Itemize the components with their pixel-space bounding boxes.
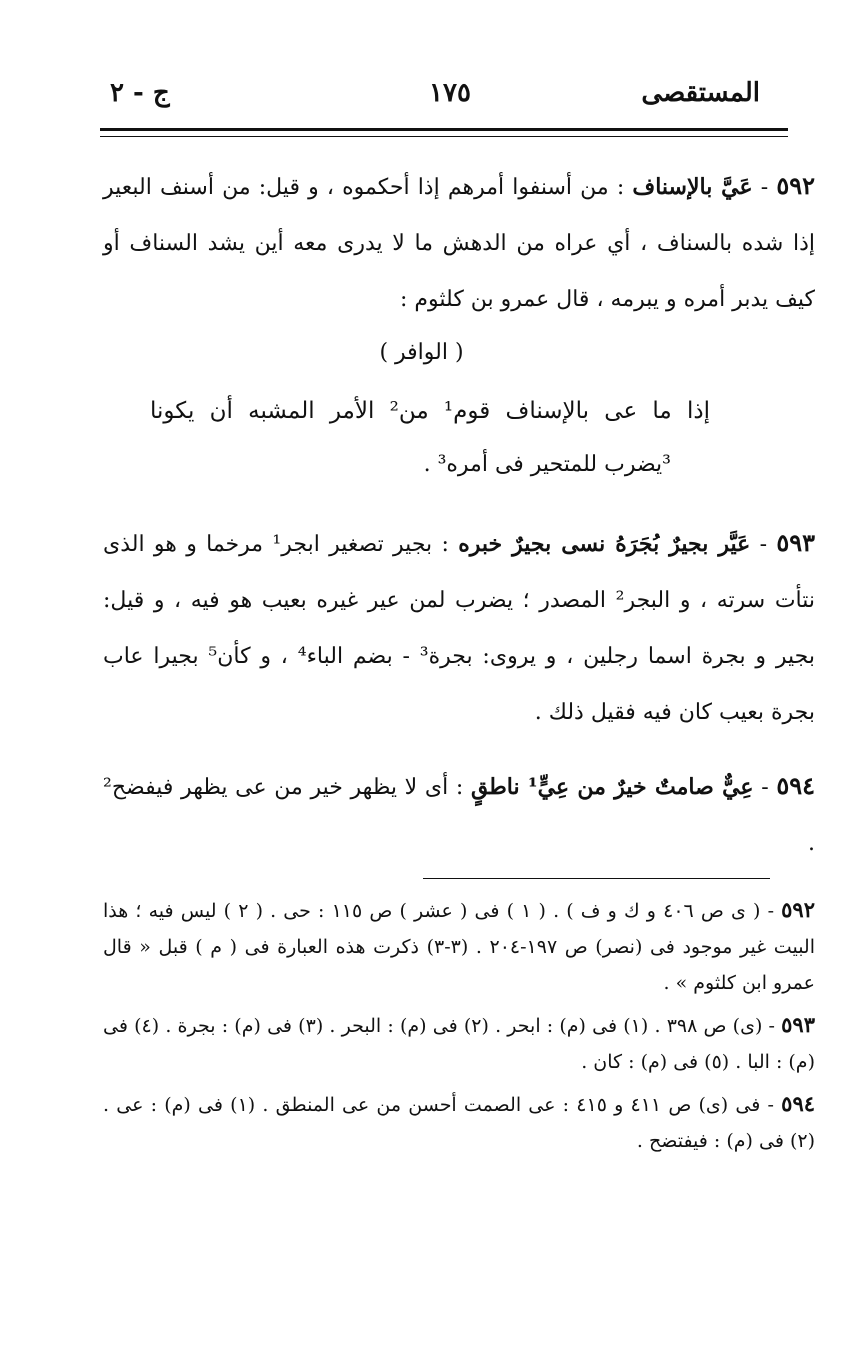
entry-dash: - (753, 775, 769, 800)
proverb-entry (103, 758, 815, 872)
footnote (103, 1007, 815, 1080)
volume-label: ج - ٢ (110, 78, 170, 108)
footnote (103, 1086, 815, 1159)
entry-text: : بجير تصغير ابجر¹ مرخما و هو الذى نتأت سرته ، و البجر² المصدر ؛ يضرب لمن عير غيره بعيب هو فيه ، و قيل: بجير و بجرة اسما رجلين ، و يروى: بجرة³ - بضم الباء⁴ ، و كأن⁵ بجيرا عاب بجرة بعيب كان فيه فقيل ذلك . (103, 532, 815, 725)
footnote-rule (423, 878, 770, 879)
proverb-phrase: عِيٌّ صامتٌ خيرٌ من عِيٍّ¹ ناطقٍ (470, 774, 754, 800)
proverb-usage: ³يضرب للمتحير فى أمره³ . (423, 452, 671, 477)
entry-number: ٥٩٢ (776, 171, 816, 200)
entry-text: : أى لا يظهر خير من عى يظهر فيفضح² . (103, 775, 815, 856)
footnote-number: ٥٩٢ (781, 897, 815, 922)
footnote-text: - (ى) ص ٣٩٨ . (١) فى (م) : ابحر . (٢) فى (م) : البحر . (٣) فى (م) : بجرة . (٤) فى (م) : البا . (٥) فى (م) : كان . (103, 1015, 815, 1073)
entry-number: ٥٩٣ (776, 528, 816, 557)
footnote (103, 892, 815, 1001)
proverb-phrase: عَيَّ بالإسناف (632, 174, 753, 200)
header-rule-thin (100, 136, 788, 137)
header-rule-thick (100, 128, 788, 131)
footnote-number: ٥٩٤ (781, 1091, 816, 1116)
poem-verse: إذا ما عى بالإسناف قوم¹ من² الأمر المشبه أن يكونا (150, 398, 711, 424)
footnotes (103, 892, 815, 1165)
footnote-text: - ( ى ص ٤٠٦ و ك و ف ) . ( ١ ) فى ( عشر ) ص ١١٥ : حى . ( ٢ ) ليس فيه ؛ هذا البيت غير موجود فى (نصر) ص ١٩٧-٢٠٤ . (٣-٣) ذكرت هذه العبارة فى ( م ) قبل « قال عمرو ابن كلثوم » . (103, 900, 815, 994)
entry-dash: - (750, 532, 768, 557)
entry-text: : من أسنفوا أمرهم إذا أحكموه ، و قيل: من أسنف البعير إذا شده بالسناف ، أي عراه من الدهش ما لا يدرى معه أين يشد السناف أو كيف يدبر أمره و يبرمه ، قال عمرو بن كلثوم : (103, 175, 815, 312)
entry-number: ٥٩٤ (776, 771, 815, 800)
book-title: المستقصى (641, 78, 760, 108)
poem-meter: ( الوافر ) (379, 340, 464, 365)
proverb-entry (103, 515, 815, 741)
footnote-text: - فى (ى) ص ٤١١ و ٤١٥ : عى الصمت أحسن من عى المنطق . (١) فى (م) : عى . (٢) فى (م) : فيفتضح . (103, 1094, 815, 1152)
entry-dash: - (752, 175, 769, 200)
footnote-number: ٥٩٣ (781, 1012, 815, 1037)
page-number: ١٧٥ (429, 78, 471, 108)
proverb-entry (103, 158, 815, 328)
running-header (110, 78, 760, 118)
proverb-phrase: عَيَّر بجيرٌ بُجَرَهُ نسى بجيرٌ خبره (458, 531, 751, 557)
